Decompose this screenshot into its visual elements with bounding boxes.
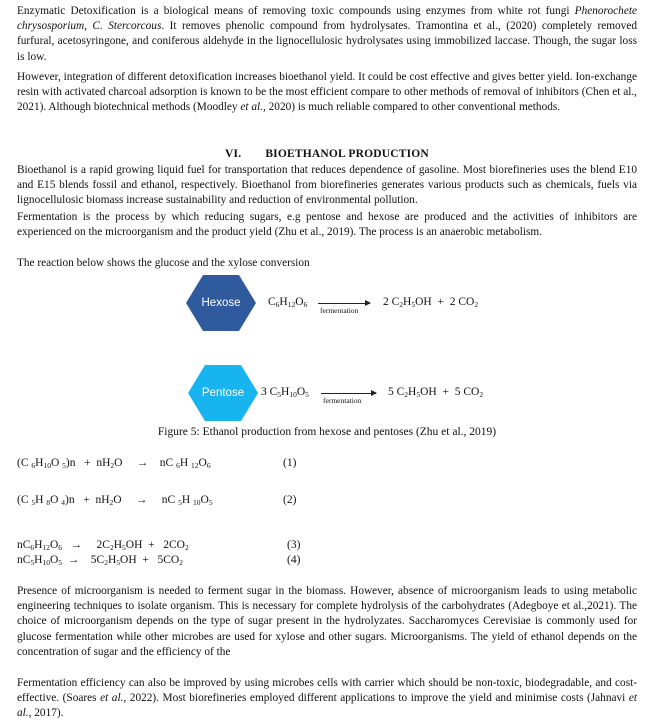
equation-4: $nC_5H_{10}O_5$ → $5C_2H_5OH + 5CO_2$ [17,554,183,567]
pentose-label: Pentose [201,387,245,399]
hexose-arrow [318,303,370,304]
equation-3: $nC_6H_{12}O_6$ → $2C_2H_5OH + 2CO_2$ [17,539,189,552]
pentose-fermentation-label: fermentation [323,396,362,405]
pentose-products: 5 $C_2H_5OH + 5$ $CO_2$ [388,386,484,399]
p1-text-a: Enzymatic Detoxification is a biological means of removing toxic compounds using enzymes from white rot fungi [17,5,575,17]
pentose-arrow [321,393,376,394]
paragraph-fermentation-efficiency [17,676,637,722]
p1-species: Phenorochete chrysosporium, C. Stercorcous [17,5,637,33]
p7-text-b: 2022). Most biorefineries employed different applications to improve the yield and minimise costs (Jahnavi [126,692,629,705]
figure-caption: Figure 5: Ethanol production from hexose and pentoses (Zhu et al., 2019) [157,426,497,438]
p7-text-c: , 2017). [28,707,64,720]
hexose-hexagon [186,275,256,331]
p1-text-b: . It removes phenolic compound from hydrolysates. Tramontina et al., (2020) completely removed furfural, acetosyringone, and coniferous aldehyde in the lignocellulosic hydrolysates using immobilized laccase. Though, the sugar loss is low. [17,20,637,63]
p7-text-a: Fermentation efficiency can also be improved by using microbes cells with carrier which should be non-toxic, biodegradable, and cost-effective. (Soares [17,677,637,705]
paragraph-fermentation: Fermentation is the process by which reducing sugars, e.g pentose and hexose are produced and the activities of inhibitors are experienced on the microorganism and the product yield (Zhu et al., 2019). The process is an anaerobic metabolism. [17,211,637,239]
hexose-label: Hexose [201,297,241,309]
p7-etal-2: et al. [17,692,637,720]
equation-2: (C $_5$H $_8$O $_4)n + nH_2O$ → nC $_5$H $_{10}O_5$ [17,494,213,507]
equation-4-number: (4) [287,554,301,566]
paragraph-integration [17,70,637,116]
equation-2-number: (2) [283,494,297,506]
p2-etal: et al., [240,101,266,114]
paragraph-enzymatic-detoxification [17,4,637,65]
hexose-products: 2 $C_2H_5OH + 2$ $CO_2$ [383,296,479,309]
p7-etal-1: et al., [100,692,127,705]
paragraph-bioethanol: Bioethanol is a rapid growing liquid fuel for transportation that reduces dependence of gasoline. Most biorefineries uses the blend E10 and E15 blends fossil and ethanol, respectively. Bioethanol from biorefineries generates various products such as chemicals, fuels via lignocellulosic biomass increase sustainability and reduction of environmental pollution. [17,164,637,207]
equation-3-number: (3) [287,539,301,551]
equation-1-number: (1) [283,457,297,469]
hexose-reactant: $C_6H_{12}O_6$ [268,296,308,309]
pentose-hexagon [188,365,258,421]
section-heading [0,148,654,160]
section-number: VI. [225,148,242,160]
p2-text-b: 2020) is much reliable compared to other conventional methods. [265,101,561,114]
paragraph-reaction-intro: The reaction below shows the glucose and the xylose conversion [17,257,310,269]
hexose-fermentation-label: fermentation [320,306,359,315]
section-title: BIOETHANOL PRODUCTION [265,148,429,160]
p2-text-a: However, integration of different detoxification increases bioethanol yield. It could be cost effective and gives better yield. Ion-exchange resin with activated charcoal adsorption is known to be the most efficient compare to other methods of removal of inhibitors (Chen et al., 2021). Although biotechnical methods (Moodley [17,71,637,114]
pentose-reactant: 3 $C_5H_{10}O_5$ [261,386,309,399]
paragraph-microorganism: Presence of microorganism is needed to ferment sugar in the biomass. However, absence of microorganism leads to using metabolic engineering techniques to isolate organism. This is necessary for complete hydrolysis of the carbohydrates (Adegboye et al.,2021). The choice of microorganism depends on the type of sugar present in the hydrolyzates. Saccharomyces Cerevisiae is commonly used for glucose fermentation while other microbes are used for xylose and other sugars. Microorganisms. The yield of ethanol depends on the concentration of sugar and the efficiency of the [17,585,637,658]
equation-1: (C $_6H_{10}O$ $_5)n + nH_2O$ → nC $_6$H $_{12}O_6$ [17,457,211,470]
